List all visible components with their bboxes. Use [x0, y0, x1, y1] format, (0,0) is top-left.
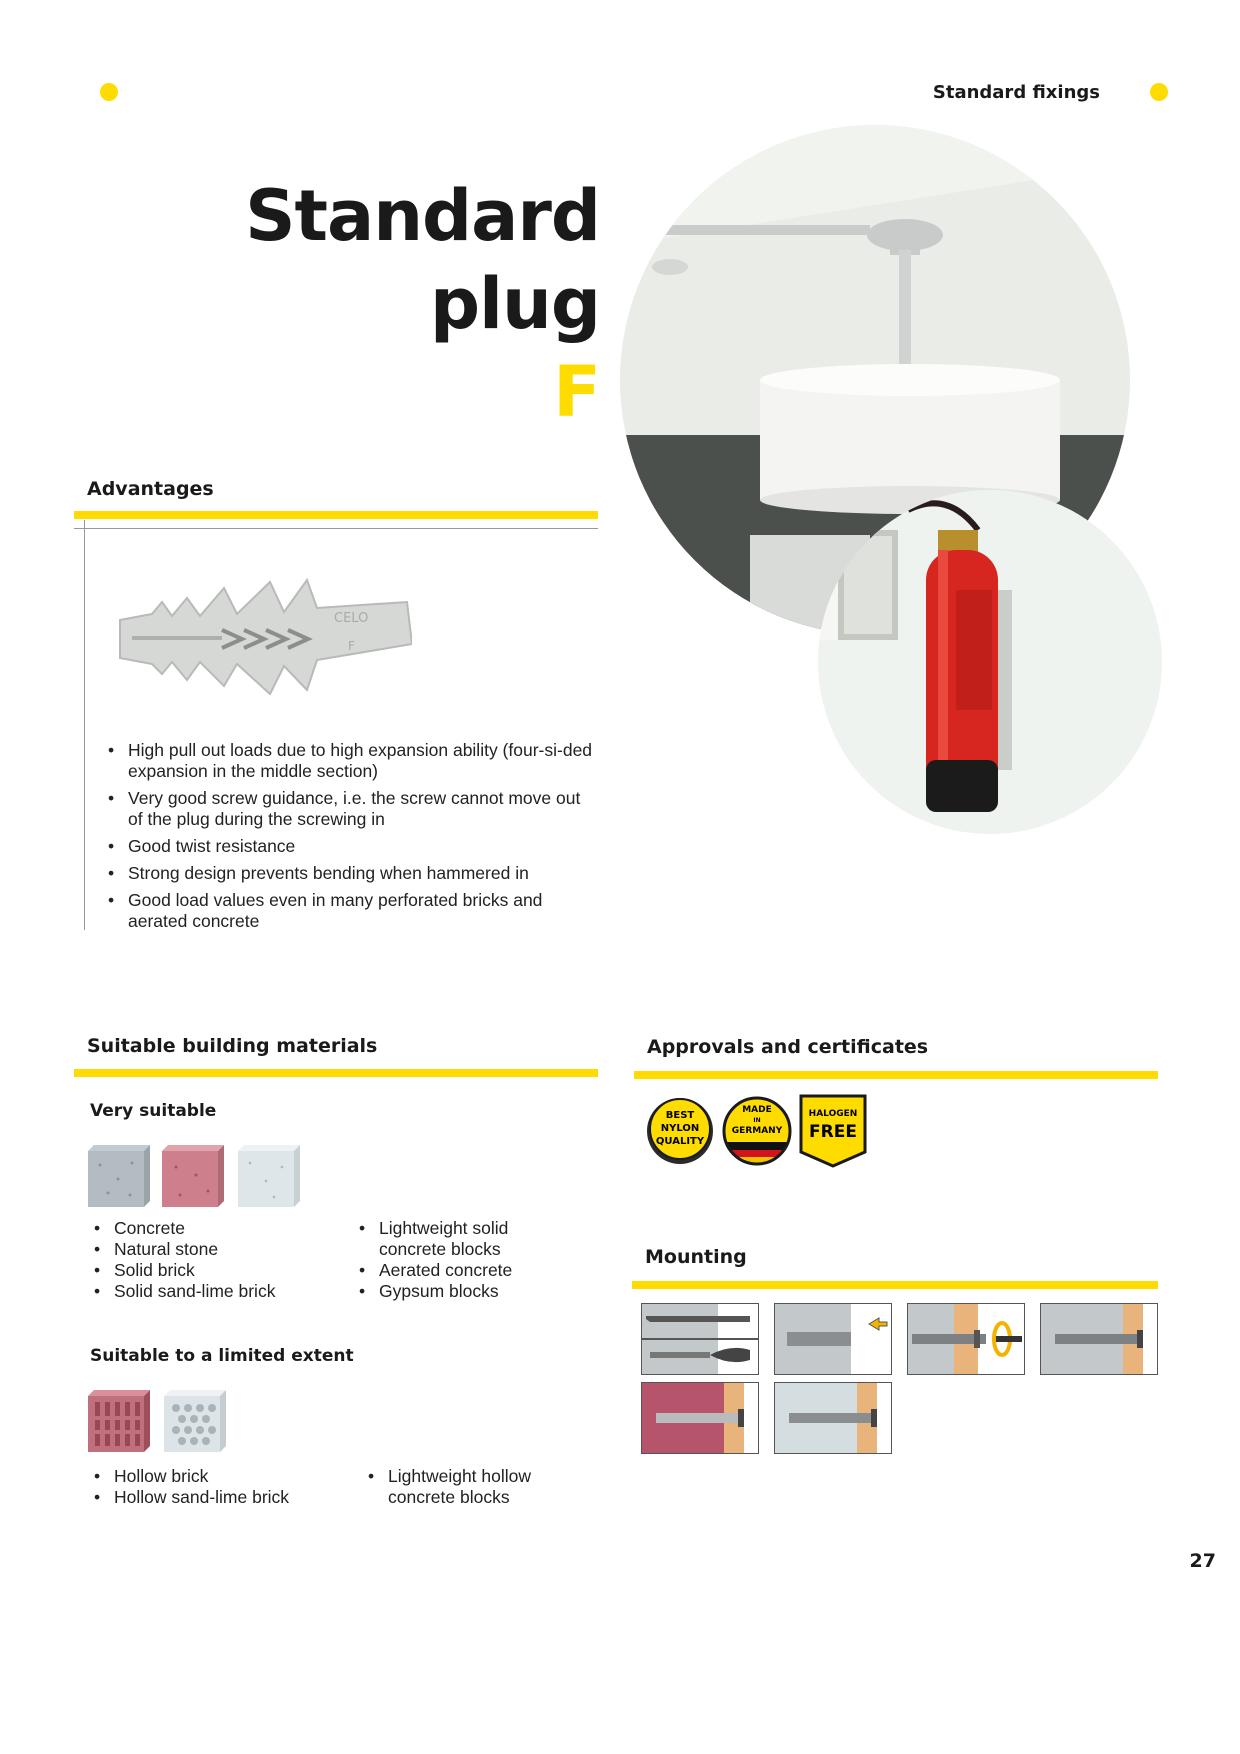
list-item: • Solid sand-lime brick: [92, 1281, 322, 1302]
list-item: • Very good screw guidance, i.e. the screw cannot move out of the plug during the screwing in: [106, 788, 596, 830]
list-item: • Good load values even in many perforated bricks and aerated concrete: [106, 890, 596, 932]
list-item: • Hollow brick: [92, 1466, 292, 1487]
limited-list-1: [92, 1466, 292, 1508]
mounting-bar: [632, 1281, 1158, 1289]
mounting-step-insert: [774, 1303, 892, 1375]
list-item: • Good twist resistance: [106, 836, 596, 857]
badge-text: GERMANY: [731, 1126, 783, 1136]
list-item: • Lightweight solid concrete blocks: [357, 1218, 557, 1260]
list-item: • Gypsum blocks: [357, 1281, 557, 1302]
advantages-heading: Advantages: [87, 478, 214, 500]
accent-dot-right: [1150, 83, 1168, 101]
mounting-step-aerated: [774, 1382, 892, 1454]
plug-brand-text: CELO: [334, 611, 369, 626]
made-in-germany-badge: [722, 1096, 792, 1166]
hollow-sand-lime-swatch: [164, 1390, 226, 1452]
plug-mark-text: F: [348, 639, 355, 653]
badge-text: HALOGEN: [808, 1109, 858, 1119]
halogen-free-badge: [799, 1094, 867, 1168]
materials-heading: Suitable building materials: [87, 1035, 378, 1057]
concrete-swatch: [88, 1145, 150, 1207]
limited-list-2: [366, 1466, 566, 1508]
list-item: • High pull out loads due to high expansion ability (four-si-ded expansion in the middle section): [106, 740, 596, 782]
list-item: • Aerated concrete: [357, 1260, 557, 1281]
hollow-brick-swatch: [88, 1390, 150, 1452]
approvals-heading: Approvals and certificates: [647, 1036, 929, 1058]
badge-text: BEST: [665, 1110, 695, 1121]
advantages-divider: [74, 528, 598, 529]
natural-stone-swatch: [162, 1145, 224, 1207]
materials-bar: [74, 1069, 598, 1077]
very-suitable-heading: Very suitable: [90, 1101, 217, 1121]
accent-dot-left: [100, 83, 118, 101]
mounting-step-screw: [907, 1303, 1025, 1375]
list-item: • Solid brick: [92, 1260, 322, 1281]
mounting-step-fixed: [1040, 1303, 1158, 1375]
section-header: Standard fixings: [932, 82, 1100, 103]
list-item: • Lightweight hollow concrete blocks: [366, 1466, 566, 1508]
title-line-1: Standard: [245, 175, 600, 257]
list-item: • Strong design prevents bending when hammered in: [106, 863, 596, 884]
very-suitable-list-1: [92, 1218, 322, 1302]
page-number: 27: [1189, 1550, 1216, 1572]
badge-text: MADE: [742, 1105, 772, 1115]
badge-text: QUALITY: [655, 1136, 705, 1147]
very-suitable-list-2: [357, 1218, 557, 1302]
badge-text: FREE: [809, 1122, 857, 1142]
best-nylon-quality-badge: [645, 1096, 715, 1166]
limited-heading: Suitable to a limited extent: [90, 1346, 354, 1366]
page-title: [245, 172, 600, 436]
list-item: • Natural stone: [92, 1239, 322, 1260]
mounting-step-drill: [641, 1303, 759, 1375]
advantages-bar: [74, 511, 598, 519]
mounting-step-brick: [641, 1382, 759, 1454]
mounting-heading: Mounting: [645, 1246, 747, 1268]
badge-text: NYLON: [660, 1123, 700, 1134]
advantages-side-rule: [84, 520, 85, 930]
sand-lime-swatch: [238, 1145, 300, 1207]
badge-text: IN: [753, 1117, 761, 1124]
advantages-list: [106, 740, 596, 938]
list-item: • Concrete: [92, 1218, 322, 1239]
plug-image: [112, 570, 412, 700]
title-letter: F: [553, 351, 600, 433]
approvals-bar: [634, 1071, 1158, 1079]
extinguisher-photo: [818, 490, 1162, 834]
list-item: • Hollow sand-lime brick: [92, 1487, 292, 1508]
title-line-2: plug: [429, 263, 600, 345]
